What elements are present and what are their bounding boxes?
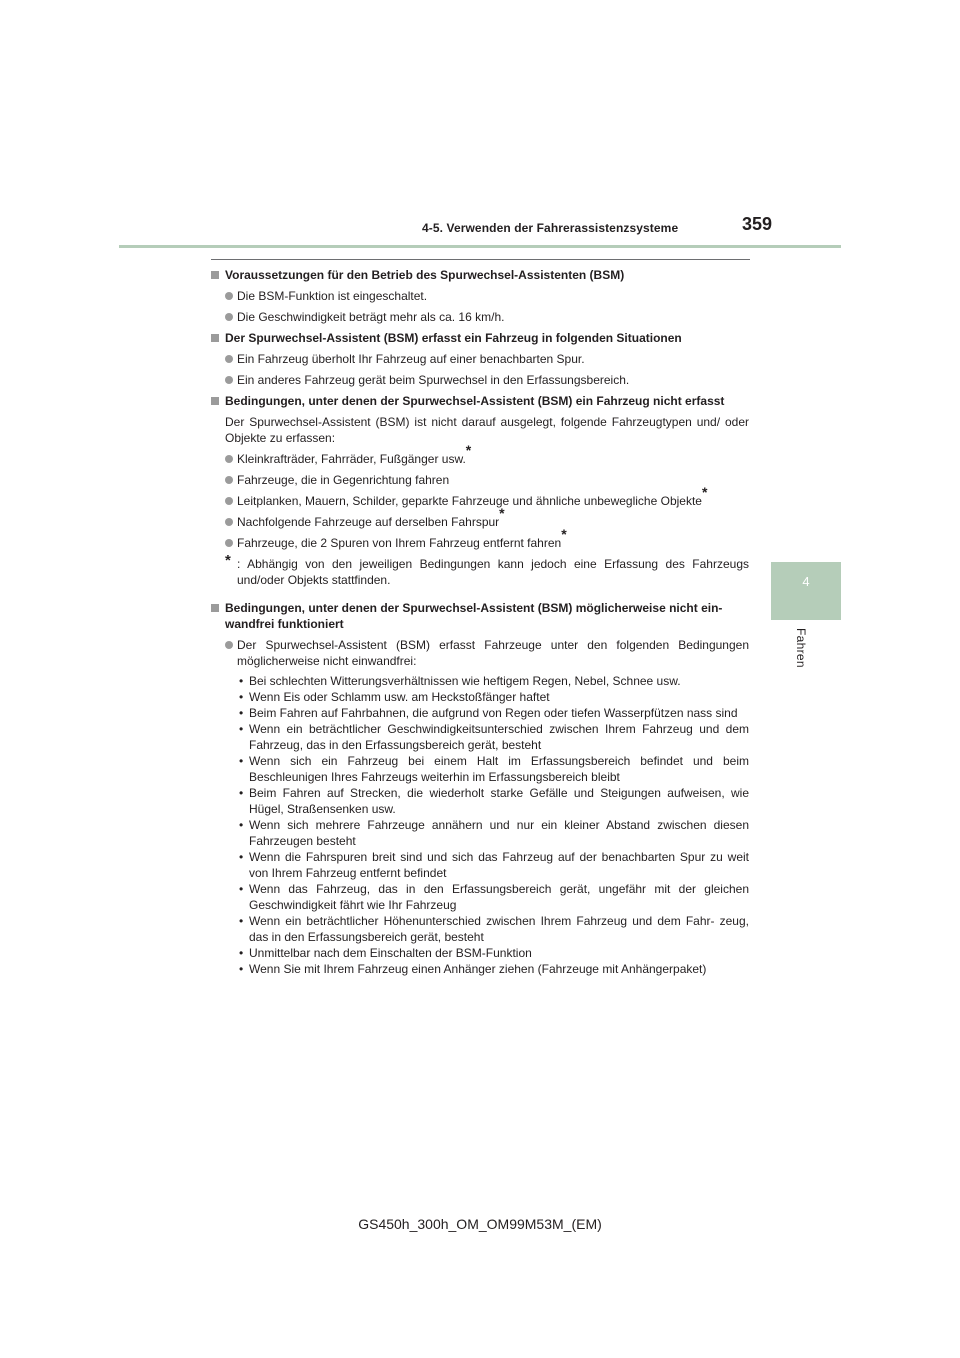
footnote-marker: * [561, 526, 567, 542]
sub-list-item-text: Wenn das Fahrzeug, das in den Erfassungsbereich gerät, ungefähr mit der gleichen Geschwindigkeit fährt wie Ihr Fahrzeug [249, 882, 749, 912]
sub-list-item [237, 785, 749, 817]
bullet-icon: • [239, 850, 244, 864]
list-item-text: Die Geschwindigkeit beträgt mehr als ca. 16 km/h. [237, 310, 505, 324]
list-item [210, 526, 749, 551]
footnote-marker: * [499, 505, 505, 521]
circle-bullet-icon [225, 539, 233, 547]
section-heading [210, 330, 749, 346]
header-rule [119, 245, 841, 248]
section-intro: Der Spurwechsel-Assistent (BSM) ist nicht darauf ausgelegt, folgende Fahrzeugtypen und/ oder Objekte zu erfassen: [225, 415, 749, 445]
sub-list-item-text: Wenn Eis oder Schlamm usw. am Heckstoßfänger haftet [249, 690, 550, 704]
list-item-text: Fahrzeuge, die in Gegenrichtung fahren [237, 473, 450, 487]
section-heading-text: Der Spurwechsel-Assistent (BSM) erfasst ein Fahrzeug in folgenden Situationen [225, 331, 682, 345]
square-bullet-icon [211, 397, 219, 405]
bullet-icon: • [239, 690, 244, 704]
circle-bullet-icon [225, 355, 233, 363]
list-item [210, 472, 749, 488]
circle-bullet-icon [225, 313, 233, 321]
bullet-icon: • [239, 946, 244, 960]
section-heading-text: Bedingungen, unter denen der Spurwechsel-Assistent (BSM) ein Fahrzeug nicht erfasst [225, 394, 725, 408]
circle-bullet-icon [225, 641, 233, 649]
list-item-text: Leitplanken, Mauern, Schilder, geparkte Fahrzeuge und ähnliche unbewegliche Objekte [237, 494, 702, 508]
section-heading [210, 267, 749, 283]
manual-code: GS450h_300h_OM_OM99M53M_(EM) [358, 1216, 602, 1232]
condition-list [210, 673, 749, 977]
footnote-marker: * [225, 552, 231, 569]
sub-list-item-text: Wenn ein beträchtlicher Geschwindigkeitsunterschied zwischen Ihrem Fahrzeug und dem Fahrzeug, das in den Erfassungsbereich gerät, besteht [249, 722, 749, 752]
list-item-text: Die BSM-Funktion ist eingeschaltet. [237, 289, 428, 303]
list-item [210, 505, 749, 530]
footnote-marker: * [465, 442, 472, 458]
bullet-icon: • [239, 754, 244, 768]
sub-list-item-text: Wenn ein beträchtlicher Höhenunterschied zwischen Ihrem Fahrzeug und dem Fahr- zeug, das in den Erfassungsbereich gerät, besteht [249, 914, 749, 944]
bullet-icon: • [239, 706, 244, 720]
section-heading-text: Voraussetzungen für den Betrieb des Spurwechsel-Assistenten (BSM) [225, 268, 625, 282]
list-item [210, 309, 749, 325]
section-title: 4-5. Verwenden der Fahrerassistenzsysteme [422, 221, 679, 235]
list-item-text: Nachfolgende Fahrzeuge auf derselben Fahrspur [237, 515, 500, 529]
footnote-text: : Abhängig von den jeweiligen Bedingungen kann jedoch eine Erfassung des Fahrzeugs und/oder Objekts stattfinden. [237, 557, 749, 587]
sub-list-item [237, 689, 749, 705]
sub-list-item [237, 705, 749, 721]
sub-list-item [237, 721, 749, 753]
sub-list-item-text: Bei schlechten Witterungsverhältnissen wie heftigem Regen, Nebel, Schnee usw. [249, 674, 681, 688]
circle-bullet-icon [225, 376, 233, 384]
section-heading [210, 600, 749, 632]
sub-list-item [237, 673, 749, 689]
footnote-marker: * [701, 484, 708, 500]
square-bullet-icon [211, 271, 219, 279]
list-item [210, 288, 749, 304]
bullet-icon: • [239, 786, 244, 800]
sub-list-item [237, 961, 749, 977]
sub-list-item-text: Beim Fahren auf Strecken, die wiederholt starke Gefälle und Steigungen aufweisen, wie Hügel, Straßensenken usw. [249, 786, 749, 816]
list-item [210, 372, 749, 388]
sub-list-item-text: Beim Fahren auf Fahrbahnen, die aufgrund von Regen oder tiefen Wasserpfützen nass sind [249, 706, 738, 720]
list-item-text: Fahrzeuge, die 2 Spuren von Ihrem Fahrzeug entfernt fahren [237, 536, 562, 550]
list-item [210, 442, 749, 467]
sub-list-item-text: Wenn sich mehrere Fahrzeuge annähern und nur ein kleiner Abstand zwischen diesen Fahrzeugen besteht [249, 818, 749, 848]
list-item-text: Ein Fahrzeug überholt Ihr Fahrzeug auf einer benachbarten Spur. [237, 352, 585, 366]
list-item-text: Ein anderes Fahrzeug gerät beim Spurwechsel in den Erfassungsbereich. [237, 373, 630, 387]
sub-list-item-text: Unmittelbar nach dem Einschalten der BSM-Funktion [249, 946, 532, 960]
list-item [210, 484, 749, 509]
chapter-label: Fahren [794, 628, 808, 668]
circle-bullet-icon [225, 518, 233, 526]
bullet-icon: • [239, 674, 244, 688]
circle-bullet-icon [225, 455, 233, 463]
bullet-icon: • [239, 722, 244, 736]
bullet-icon: • [239, 882, 244, 896]
section-heading [210, 393, 749, 409]
page-number: 359 [742, 214, 773, 234]
sub-list-item [237, 817, 749, 849]
sub-list-item [237, 753, 749, 785]
content-divider [211, 259, 750, 260]
circle-bullet-icon [225, 476, 233, 484]
bullet-icon: • [239, 962, 244, 976]
bullet-icon: • [239, 818, 244, 832]
list-item [210, 637, 749, 669]
section-heading-text: Bedingungen, unter denen der Spurwechsel-Assistent (BSM) möglicherweise nicht ein- wandfrei funktioniert [225, 601, 723, 631]
page-content [210, 267, 749, 977]
sub-list-item [237, 881, 749, 913]
square-bullet-icon [211, 604, 219, 612]
sub-list-item-text: Wenn sich ein Fahrzeug bei einem Halt im Erfassungsbereich befindet und beim Beschleunigen Ihres Fahrzeugs weiterhin im Erfassungsbereich bleibt [249, 754, 749, 784]
chapter-tab [771, 562, 841, 620]
circle-bullet-icon [225, 497, 233, 505]
sub-list-item-text: Wenn die Fahrspuren breit sind und sich das Fahrzeug auf der benachbarten Spur zu weit von Ihrem Fahrzeug entfernt befindet [249, 850, 749, 880]
sub-list-item [237, 849, 749, 881]
list-item [210, 351, 749, 367]
list-item-text: Der Spurwechsel-Assistent (BSM) erfasst Fahrzeuge unter den folgenden Bedingungen möglicherweise nicht einwandfrei: [237, 638, 749, 668]
sub-list-item-text: Wenn Sie mit Ihrem Fahrzeug einen Anhänger ziehen (Fahrzeuge mit Anhängerpaket) [249, 962, 707, 976]
list-item-text: Kleinkrafträder, Fahrräder, Fußgänger usw. [237, 452, 466, 466]
circle-bullet-icon [225, 292, 233, 300]
footnote [210, 552, 749, 588]
square-bullet-icon [211, 334, 219, 342]
chapter-number: 4 [802, 574, 810, 589]
sub-list-item [237, 913, 749, 945]
sub-list-item [237, 945, 749, 961]
bullet-icon: • [239, 914, 244, 928]
